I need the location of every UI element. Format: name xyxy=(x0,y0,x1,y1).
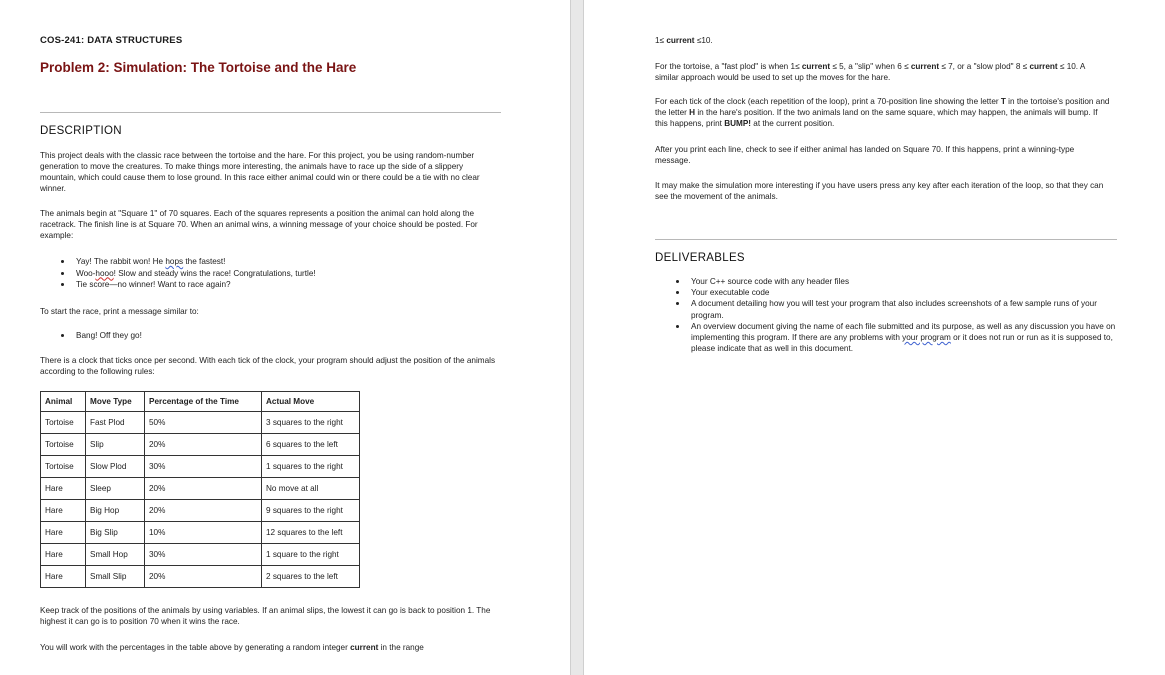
table-header-row xyxy=(41,392,360,412)
table-row: Tortoise Slow Plod 30% 1 squares to the right xyxy=(41,456,360,478)
list-item: Yay! The rabbit won! He hops the fastest! xyxy=(61,256,481,268)
list-item: Your executable code xyxy=(676,287,1116,298)
table-row: Hare Sleep 20% No move at all xyxy=(41,478,360,500)
squares-paragraph: The animals begin at "Square 1" of 70 squares. Each of the squares represents a position the animal can hold along the racetrack. The finish line is at Square 70. When an animal wins, a winning message of your choice should be posted. For example: xyxy=(40,209,478,240)
problem-title: Problem 2: Simulation: The Tortoise and the Hare xyxy=(40,60,357,75)
table-row: Tortoise Fast Plod 50% 3 squares to the right xyxy=(41,412,360,434)
document-page-left xyxy=(0,0,570,675)
description-heading: DESCRIPTION xyxy=(40,125,122,137)
tortoise-range-paragraph: For the tortoise, a "fast plod" is when 1≤ current ≤ 5, a "slip" when 6 ≤ current ≤ 7, or a "slow plod" 8 ≤ current ≤ 10. A similar approach would be used to set up the moves for the hare. xyxy=(655,62,1085,82)
win-message-examples xyxy=(61,256,481,291)
description-paragraph: This project deals with the classic race between the tortoise and the hare. For this project, you be using random-number generation to move the creatures. To make things more interesting, the animals have to race up the side of a slippery mountain, which could cause them to lose ground. In this race either animal could win or there could be a tie with no clear winner. xyxy=(40,151,480,193)
start-message-list xyxy=(61,330,481,342)
track-positions-paragraph: Keep track of the positions of the animals by using variables. If an animal slips, the lowest it can go is back to position 1. The highest it can go is to position 70 when it wins the race. xyxy=(40,606,491,626)
list-item: Your C++ source code with any header files xyxy=(676,276,1116,287)
course-header: COS-241: DATA STRUCTURES xyxy=(40,35,183,46)
table-row: Hare Small Hop 30% 1 square to the right xyxy=(41,544,360,566)
deliverables-heading: DELIVERABLES xyxy=(655,252,745,264)
column-header: Percentage of the Time xyxy=(145,392,262,412)
move-rules-table xyxy=(40,391,360,588)
column-header: Actual Move xyxy=(262,392,360,412)
table-row: Hare Small Slip 20% 2 squares to the left xyxy=(41,566,360,588)
document-page-right xyxy=(584,0,1165,675)
section-divider xyxy=(655,239,1117,240)
start-race-text: To start the race, print a message similar to: xyxy=(40,307,199,316)
table-row: Tortoise Slip 20% 6 squares to the left xyxy=(41,434,360,456)
list-item: Bang! Off they go! xyxy=(61,330,481,342)
column-header: Animal xyxy=(41,392,86,412)
after-print-paragraph: After you print each line, check to see if either animal has landed on Square 70. If this happens, print a winning-type message. xyxy=(655,145,1075,165)
range-line: 1≤ current ≤10. xyxy=(655,36,713,45)
interesting-paragraph: It may make the simulation more interesting if you have users press any key after each iteration of the loop, so that they can see the movement of the animals. xyxy=(655,181,1104,201)
section-divider xyxy=(40,112,501,113)
table-row: Hare Big Slip 10% 12 squares to the left xyxy=(41,522,360,544)
deliverables-list xyxy=(676,276,1116,354)
list-item: A document detailing how you will test your program that also includes screenshots of a few sample runs of your program. xyxy=(676,298,1116,320)
clock-paragraph: There is a clock that ticks once per second. With each tick of the clock, your program should adjust the position of the animals according to the following rules: xyxy=(40,356,496,376)
percentages-paragraph: You will work with the percentages in the table above by generating a random integer current in the range xyxy=(40,643,424,652)
list-item: Woo-hooo! Slow and steady wins the race! Congratulations, turtle! xyxy=(61,268,481,280)
tick-paragraph: For each tick of the clock (each repetition of the loop), print a 70-position line showing the letter T in the tortoise's position and the letter H in the hare's position. If the two animals land on the same square, which may happen, the animals will bump. If this happens, print BUMP! at the current position. xyxy=(655,97,1110,128)
list-item: An overview document giving the name of each file submitted and its purpose, as well as any discussion you have on implementing this program. If there are any problems with your program or it does not run or run as it is supposed to, please indicate that as well in this document. xyxy=(676,321,1116,355)
column-header: Move Type xyxy=(86,392,145,412)
list-item: Tie score—no winner! Want to race again? xyxy=(61,279,481,291)
page-gutter xyxy=(570,0,584,675)
table-row: Hare Big Hop 20% 9 squares to the right xyxy=(41,500,360,522)
